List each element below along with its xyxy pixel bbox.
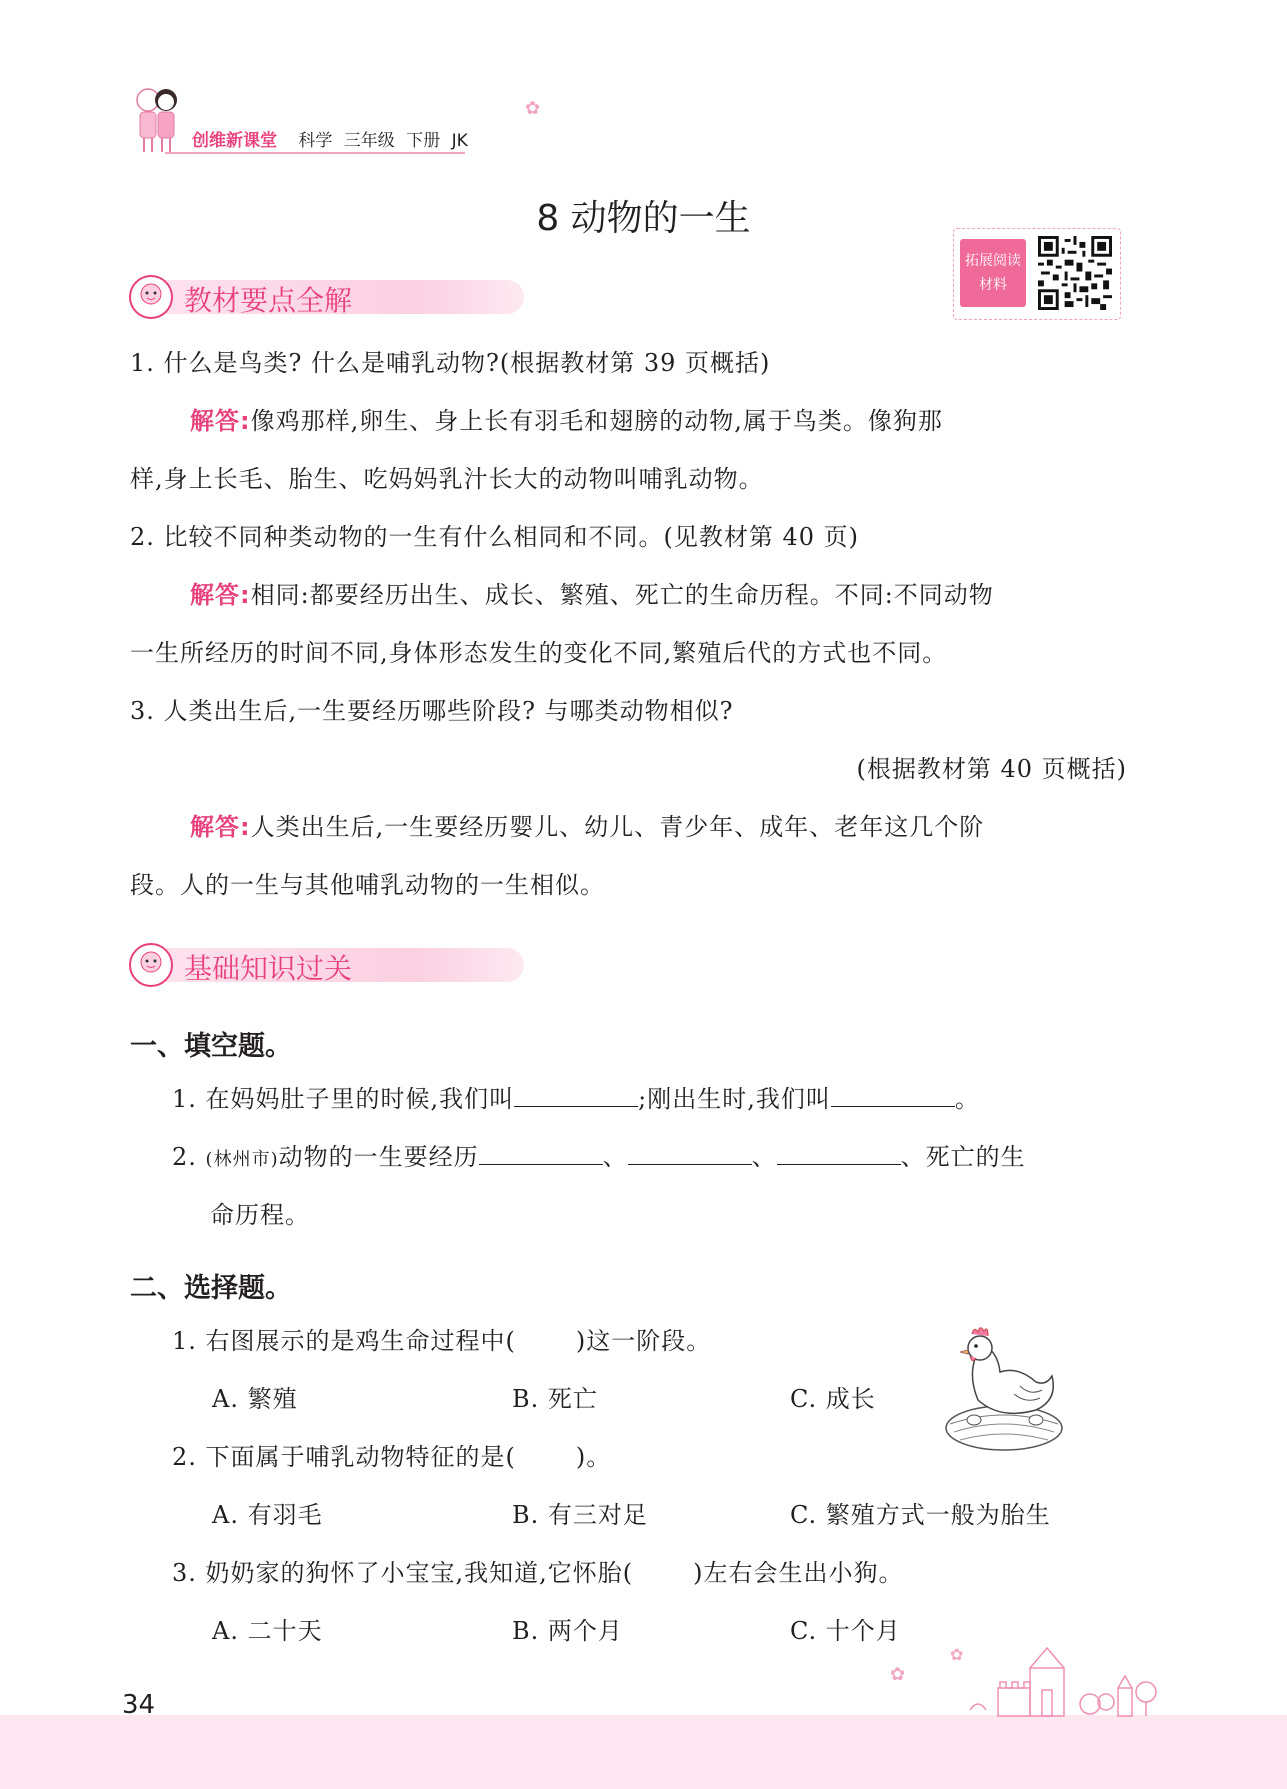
answer-label: 解答: [190, 407, 251, 435]
option-c[interactable]: C. 成长 [790, 1385, 876, 1413]
edition-label: JK [451, 131, 468, 151]
castle-decoration-illustration [880, 1640, 1160, 1720]
answer-blank[interactable] [628, 1140, 752, 1165]
option-a[interactable]: A. 繁殖 [212, 1385, 298, 1413]
header-bar [192, 126, 474, 151]
subject-label: 科学 [298, 131, 333, 151]
option-a[interactable]: A. 有羽毛 [212, 1501, 323, 1529]
footer-band [0, 1715, 1287, 1789]
answer-blank[interactable] [479, 1140, 603, 1165]
section-head-key-points [128, 274, 528, 320]
flower-icon: ✿ [525, 98, 541, 119]
answer-2-line-1: 解答:相同:都要经历出生、成长、繁殖、死亡的生命历程。不同:不同动物 [190, 581, 994, 609]
choice-question-3: 3. 奶奶家的狗怀了小宝宝,我知道,它怀胎( )左右会生出小狗。 [172, 1559, 904, 1587]
answer-1-line-1: 解答:像鸡那样,卵生、身上长有羽毛和翅膀的动物,属于鸟类。像狗那 [190, 407, 943, 435]
answer-blank[interactable] [831, 1082, 955, 1107]
question-1: 1. 什么是鸟类? 什么是哺乳动物?(根据教材第 39 页概括) [130, 349, 771, 377]
section-title: 基础知识过关 [184, 952, 353, 985]
answer-label: 解答: [190, 581, 251, 609]
option-b[interactable]: B. 有三对足 [512, 1501, 648, 1529]
fill-question-1: 1. 在妈妈肚子里的时候,我们叫 ;刚出生时,我们叫 。 [172, 1082, 980, 1116]
option-b[interactable]: B. 两个月 [512, 1617, 623, 1645]
student-avatar-icon [128, 942, 174, 988]
svg-text:✿: ✿ [950, 1645, 964, 1664]
page-number: 34 [122, 1690, 156, 1720]
kids-logo-illustration [128, 84, 184, 154]
extended-reading-qr-panel[interactable] [953, 228, 1121, 320]
option-b[interactable]: B. 死亡 [512, 1385, 598, 1413]
question-3: 3. 人类出生后,一生要经历哪些阶段? 与哪类动物相似? [130, 697, 734, 725]
answer-blank[interactable] [514, 1082, 638, 1107]
option-c[interactable]: C. 十个月 [790, 1617, 901, 1645]
student-avatar-icon [128, 274, 174, 320]
answer-1-line-2: 样,身上长毛、胎生、吃妈妈乳汁长大的动物叫哺乳动物。 [130, 465, 764, 493]
volume-label: 下册 [406, 131, 441, 151]
answer-3-line-1: 解答:人类出生后,一生要经历婴儿、幼儿、青少年、成年、老年这几个阶 [190, 813, 985, 841]
header-divider [165, 152, 465, 154]
section-head-basics [128, 942, 528, 988]
answer-2-line-2: 一生所经历的时间不同,身体形态发生的变化不同,繁殖后代的方式也不同。 [130, 639, 948, 667]
page-title: 8 动物的一生 [536, 198, 751, 239]
svg-text:✿: ✿ [890, 1664, 906, 1685]
brand-name: 创维新课堂 [192, 131, 277, 151]
option-c[interactable]: C. 繁殖方式一般为胎生 [790, 1501, 1051, 1529]
choice-question-1: 1. 右图展示的是鸡生命过程中( )这一阶段。 [172, 1327, 712, 1355]
fill-question-2-cont: 命历程。 [210, 1201, 310, 1229]
qr-code-icon[interactable] [1038, 236, 1112, 310]
answer-blank[interactable] [777, 1140, 901, 1165]
answer-label: 解答: [190, 813, 251, 841]
region-tag: (林州市) [205, 1149, 279, 1170]
question-2: 2. 比较不同种类动物的一生有什么相同和不同。(见教材第 40 页) [130, 523, 860, 551]
hen-on-nest-illustration [940, 1316, 1070, 1456]
qr-label: 拓展阅读 材料 [960, 239, 1026, 307]
fill-blank-heading: 一、填空题。 [130, 1031, 292, 1062]
choice-question-2: 2. 下面属于哺乳动物特征的是( )。 [172, 1443, 612, 1471]
grade-label: 三年级 [343, 131, 395, 151]
choice-heading: 二、选择题。 [130, 1273, 292, 1304]
question-3-source: (根据教材第 40 页概括) [856, 755, 1127, 783]
answer-3-line-2: 段。人的一生与其他哺乳动物的一生相似。 [130, 871, 605, 899]
fill-question-2: 2. (林州市)动物的一生要经历 、 、 、死亡的生 [172, 1140, 1026, 1177]
section-title: 教材要点全解 [184, 284, 353, 317]
option-a[interactable]: A. 二十天 [212, 1617, 323, 1645]
